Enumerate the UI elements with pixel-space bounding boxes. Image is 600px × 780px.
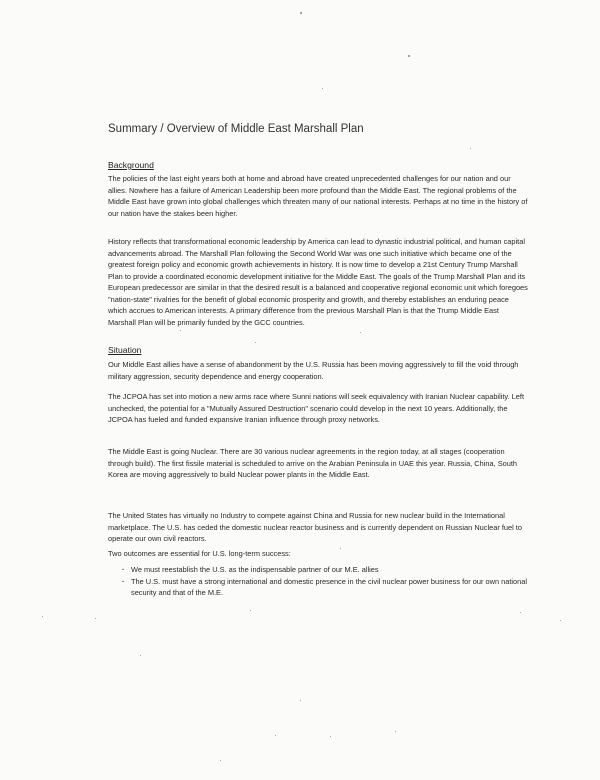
- situation-paragraph-4: The United States has virtually no Industry to compete against China and Russia for new nuclear build in the International marketplace. The U.S. has ceded the domestic nuclear reactor business and is currently dependent on Russian Nuclear fuel to operate our own civil reactors.: [108, 511, 522, 543]
- outcomes-list: [122, 564, 532, 599]
- background-paragraph-1: The policies of the last eight years both at home and abroad have created unprecedented challenges for our nation and our allies. Nowhere has a failure of American Leadership been more profound than the Middle East. The regional problems of the Middle East have grown into global challenges which threaten many of our national interests. Perhaps at no time in the history of our nation have the stakes been higher.: [108, 174, 528, 218]
- situation-paragraph-1: Our Middle East allies have a sense of abandonment by the U.S. Russia has been moving aggressively to fill the void through military aggression, security dependence and energy cooperation.: [108, 360, 519, 381]
- list-item: · We must reestablish the U.S. as the indispensable partner of our M.E. allies: [122, 564, 532, 576]
- section-heading-background: Background: [108, 160, 154, 170]
- document-title: Summary / Overview of Middle East Marshall Plan: [108, 123, 364, 135]
- background-paragraph-2: History reflects that transformational economic leadership by America can lead to dynastic industrial political, and human capital advancements abroad. The Marshall Plan following the Second World War was one such initiative which became one of the greatest foreign policy and economic growth achievements in history. It is now time to develop a 21st Century Trump Marshall Plan to provide a coordinated economic development initiative for the Middle East. The goals of the Trump Marshall Plan and its European predecessor are similar in that the desired result is a balanced and cooperative regional economic unit which foregoes "nation-state" rivalries for the benefit of global economic prosperity and growth, and thereby establishes an enduring peace which accrues to American interests. A primary difference from the previous Marshall Plan is that the Trump Middle East Marshall Plan will be primarily funded by the GCC countries.: [108, 237, 528, 327]
- situation-paragraph-3: The Middle East is going Nuclear. There are 30 various nuclear agreements in the region today, at all stages (cooperation through build). The first fissile material is scheduled to arrive on the Arabian Peninsula in UAE this year. Russia, China, South Korea are moving aggressively to build Nuclear power plants in the Middle East.: [108, 447, 518, 479]
- situation-paragraph-2: The JCPOA has set into motion a new arms race where Sunni nations will seek equivalency with Iranian Nuclear capability. Left unchecked, the potential for a "Mutually Assured Destruction" scenario could develop in the next 10 years. Additionally, the JCPOA has fueled and funded expansive Iranian influence through proxy networks.: [108, 392, 524, 424]
- section-heading-situation: Situation: [108, 345, 142, 355]
- situation-paragraph-5: Two outcomes are essential for U.S. long-term success:: [108, 549, 291, 558]
- list-item: · The U.S. must have a strong international and domestic presence in the civil nuclear power business for our own national security and that of the M.E.: [122, 576, 532, 599]
